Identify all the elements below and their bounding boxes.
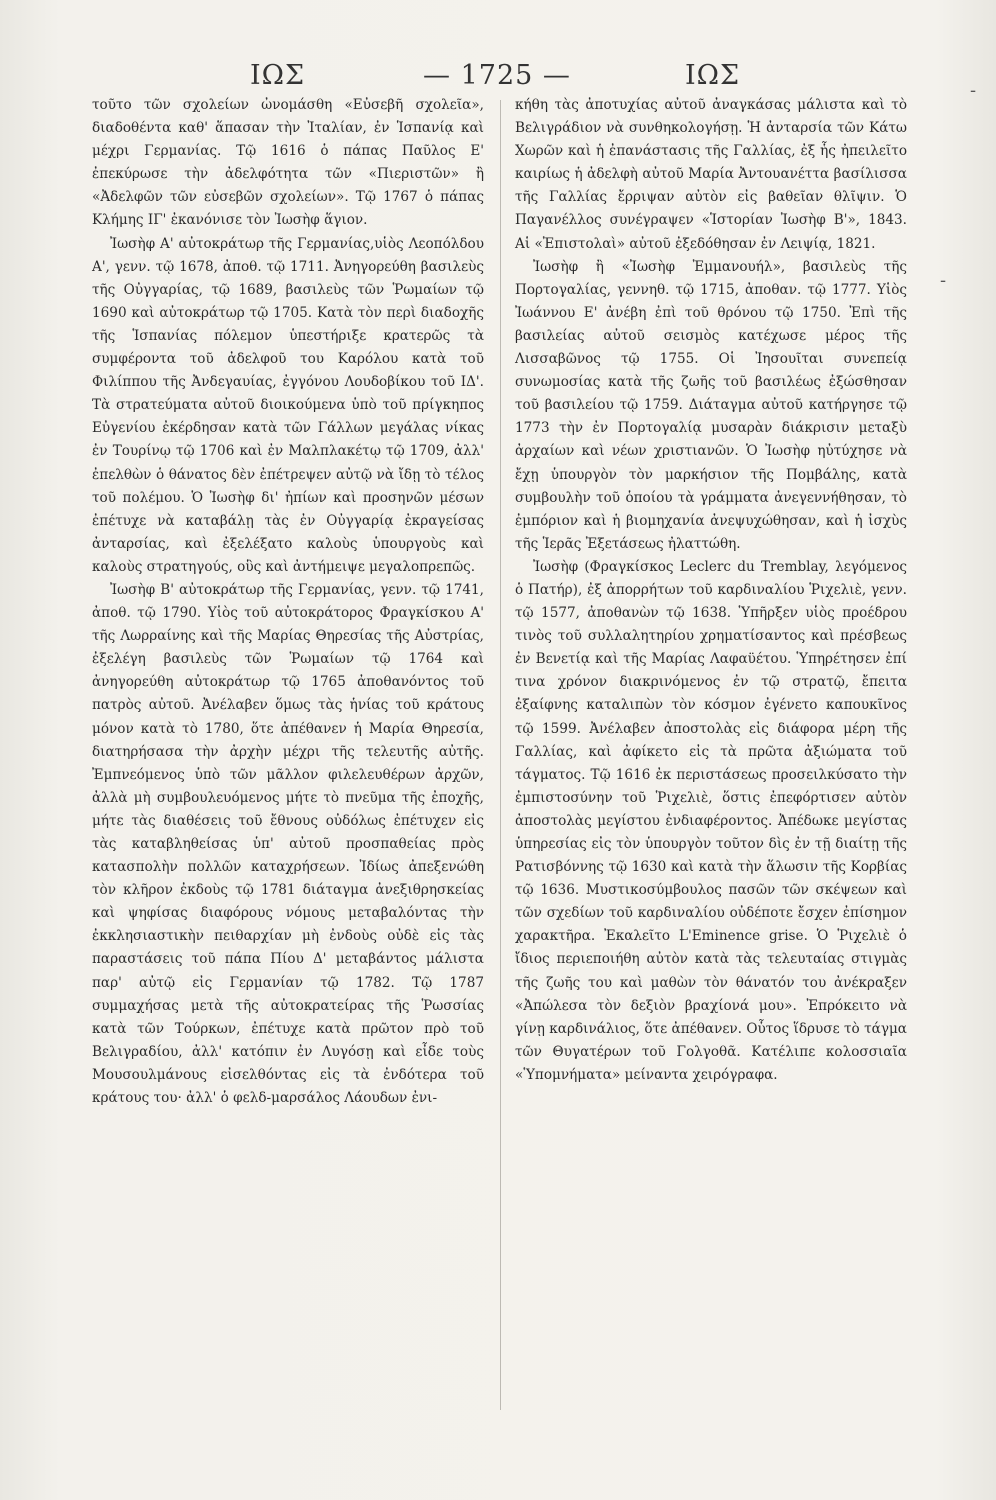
entry-joseph-i: Ἰωσὴφ Α' αὐτοκράτωρ τῆς Γερμανίας,υἱὸς Λεοπόλδου Α', γενν. τῷ 1678, ἀποθ. τῷ 1711. Ἀνηγορεύθη βασιλεὺς τῆς Οὐγγαρίας, τῷ 1689, βασιλεὺς τῶν Ῥωμαίων τῷ 1690 καὶ αὐτοκράτωρ τῷ 1705. Κατὰ τὸν περὶ διαδοχῆς τῆς Ἱσπανίας πόλεμον ὑπεστήριξε κρατερῶς τὰ συμφέροντα τοῦ ἀδελφοῦ του Καρόλου κατὰ τοῦ Φιλίππου τῆς Ἀνδεγαυίας, ἐγγόνου Λουδοβίκου τοῦ ΙΔ'. Τὰ στρατεύματα αὐτοῦ διοικούμενα ὑπὸ τοῦ πρίγκηπος Εὐγενίου ἐκέρδησαν κατὰ τῶν Γάλλων μεγάλας νίκας ἐν Τουρίνῳ τῷ 1706 καὶ ἐν Μαλπλακέτῳ τῷ 1709, ἀλλ' ἐπελθὼν ὁ θάνατος δὲν ἐπέτρεψεν αὐτῷ νὰ ἴδῃ τὸ τέλος τοῦ πολέμου. Ὁ Ἰωσὴφ δι' ἠπίων καὶ προσηνῶν μέσων ἐπέτυχε νὰ καταβάλῃ τὰς ἐν Οὐγγαρίᾳ ἐκραγείσας ἀνταρσίας, καὶ ἐξελέξατο καλοὺς ὑπουργοὺς καὶ καλοὺς στρατηγούς, οὓς καὶ ἀντήμειψε μεγαλοπρεπῶς.	[92, 235, 484, 575]
paragraph: τοῦτο τῶν σχολείων ὠνομάσθη «Εὐσεβῆ σχολεῖα», διαδοθέντα καθ' ἅπασαν τὴν Ἰταλίαν, ἐν Ἱσπανίᾳ καὶ μέχρι Γερμανίας. Τῷ 1616 ὁ πάπας Παῦλος Ε' ἐπεκύρωσε τὴν ἀδελφότητα τῶν «Πιεριστῶν» ἢ «Ἀδελφῶν τῶν εὐσεβῶν σχολείων». Τῷ 1767 ὁ πάπας Κλήμης ΙΓ' ἐκανόνισε τὸν Ἰωσὴφ ἅγιον.	[92, 97, 484, 229]
header-left-term: ΙΩΣ	[250, 60, 306, 91]
entry-joseph-ii: Ἰωσὴφ Β' αὐτοκράτωρ τῆς Γερμανίας, γενν. τῷ 1741, ἀποθ. τῷ 1790. Υἱὸς τοῦ αὐτοκράτορος Φραγκίσκου Α' τῆς Λωρραίνης καὶ τῆς Μαρίας Θηρεσίας τῆς Αὐστρίας, ἐξελέγη βασιλεὺς τῶν Ῥωμαίων τῷ 1764 καὶ ἀνηγορεύθη αὐτοκράτωρ τῷ 1765 ἀποθανόντος τοῦ πατρὸς αὐτοῦ. Ἀνέλαβεν ὅμως τὰς ἡνίας τοῦ κράτους μόνον κατὰ τὸ 1780, ὅτε ἀπέθανεν ἡ Μαρία Θηρεσία, διατηρήσασα τὴν ἀρχὴν μέχρι τῆς τελευτῆς αὐτῆς. Ἐμπνεόμενος ὑπὸ τῶν μᾶλλον φιλελευθέρων ἀρχῶν, ἀλλὰ μὴ συμβουλευόμενος μήτε τὸ πνεῦμα τῆς ἐποχῆς, μήτε τὰς διαθέσεις τοῦ ἔθνους οὐδόλως ἐπέτυχεν εἰς τὰς καταβληθείσας ὑπ' αὐτοῦ προσπαθείας πρὸς κατασπολὴν πολλῶν καταχρήσεων. Ἰδίως ἀπεξενώθη τὸν κλῆρον ἐκδοὺς τῷ 1781 διάταγμα ἀνεξιθρησκείας καὶ ψηφίσας διαφόρους νόμους μεταβαλόντας τὴν ἐκκλησιαστικὴν πειθαρχίαν μὴ ἐνδοὺς οὐδὲ εἰς τὰς παραστάσεις τοῦ πάπα Πίου Δ' μεταβάντος μάλιστα παρ' αὐτῷ εἰς Γερμανίαν τῷ 1782. Τῷ 1787 συμμαχήσας μετὰ τῆς αὐτοκρατείρας τῆς Ῥωσσίας κατὰ τῶν Τούρκων, ἐπέτυχε κατὰ πρῶτον πρὸ τοῦ Βελιγραδίου, ἀλλ' κατόπιν ἐν Λυγόσῃ καὶ εἶδε τοὺς Μουσουλμάνους εἰσελθόντας εἰς τὰ ἐνδότερα τοῦ κράτους του· ἀλλ' ὁ φελδ-μαρσάλος Λάουδων ἐνι-	[92, 581, 484, 1107]
margin-mark: -	[970, 80, 977, 101]
page-header	[90, 54, 920, 98]
margin-mark: -	[940, 270, 947, 291]
header-right-term: ΙΩΣ	[685, 60, 741, 91]
paragraph: κήθη τὰς ἀποτυχίας αὐτοῦ ἀναγκάσας μάλιστα καὶ τὸ Βελιγράδιον νὰ συνθηκολογήσῃ. Ἡ ἀνταρσία τῶν Κάτω Χωρῶν καὶ ἡ ἐπανάστασις τῆς Γαλλίας, ἐξ ἧς ἠπειλεῖτο καιρίως ἡ ἀδελφὴ αὐτοῦ Μαρία Ἀντουανέττα βασίλισσα τῆς Γαλλίας ἔρριψαν αὐτὸν εἰς βαθεῖαν θλῖψιν. Ὁ Παγανέλλος συνέγραψεν «Ἱστορίαν Ἰωσὴφ Β'», 1843. Αἱ «Ἐπιστολαὶ» αὐτοῦ ἐξεδόθησαν ἐν Λειψίᾳ, 1821.	[515, 97, 907, 252]
entry-joseph-portugal: Ἰωσὴφ ἢ «Ἰωσὴφ Ἐμμανουήλ», βασιλεὺς τῆς Πορτογαλίας, γεννηθ. τῷ 1715, ἀποθαν. τῷ 1777. Υἱὸς Ἰωάννου Ε' ἀνέβη ἐπὶ τοῦ θρόνου τῷ 1750. Ἐπὶ τῆς βασιλείας αὐτοῦ σεισμὸς κατέχωσε μέρος τῆς Λισσαβῶνος τῷ 1755. Οἱ Ἰησουῖται συνεπείᾳ συνωμοσίας κατὰ τῆς ζωῆς τοῦ βασιλέως ἐξώσθησαν τοῦ βασιλείου τῷ 1759. Διάταγμα αὐτοῦ κατήργησε τῷ 1773 τὴν ἐν Πορτογαλίᾳ μυσαρὰν διάκρισιν μεταξὺ ἀρχαίων καὶ νέων χριστιανῶν. Ὁ Ἰωσὴφ ηὐτύχησε νὰ ἔχῃ ὑπουργὸν τὸν μαρκήσιον τῆς Πομβάλης, κατὰ συμβουλὴν τοῦ ὁποίου τὰ γράμματα ἀνεγεννήθησαν, τὸ ἐμπόριον καὶ ἡ βιομηχανία ἀνεψυχώθησαν, καὶ ἡ ἰσχὺς τῆς Ἱερᾶς Ἐξετάσεως ἠλαττώθη.	[515, 258, 907, 552]
page-number: — 1725 —	[423, 60, 571, 91]
left-column	[92, 94, 484, 1110]
column-divider	[500, 100, 501, 1410]
right-column	[515, 94, 907, 1087]
entry-pere-joseph: Ἰωσὴφ (Φραγκίσκος Leclerc du Tremblay, λεγόμενος ὁ Πατήρ), ἐξ ἀπορρήτων τοῦ καρδιναλίου Ῥιχελιὲ, γενν. τῷ 1577, ἀποθανὼν τῷ 1638. Ὑπῆρξεν υἱὸς προέδρου τινὸς τοῦ συλλαλητηρίου χρηματίσαντος καὶ πρέσβεως ἐν Βενετίᾳ καὶ τῆς Μαρίας Λαφαϋέτου. Ὑπηρέτησεν ἐπί τινα χρόνον διακρινόμενος ἐν τῷ στρατῷ, ἔπειτα ἐξαίφνης καταλιπὼν τὸν κόσμον ἐγένετο καπουκῖνος τῷ 1599. Ἀνέλαβεν ἀποστολὰς εἰς διάφορα μέρη τῆς Γαλλίας, καὶ ἀφίκετο εἰς τὰ πρῶτα ἀξιώματα τοῦ τάγματος. Τῷ 1616 ἐκ περιστάσεως προσειλκύσατο τὴν ἐμπιστοσύνην τοῦ Ῥιχελιὲ, ὅστις ἐπεφόρτισεν αὐτὸν ἀποστολὰς μεγίστου ἐνδιαφέροντος. Ἀπέδωκε μεγίστας ὑπηρεσίας εἰς τὸν ὑπουργὸν τοῦτον δὶς ἐν τῇ διαίτῃ τῆς Ρατισβόννης τῷ 1630 καὶ κατὰ τὴν ἅλωσιν τῆς Κορβίας τῷ 1636. Μυστικοσύμβουλος πασῶν τῶν σκέψεων καὶ τῶν σχεδίων τοῦ καρδιναλίου οὐδέποτε ἔσχεν ἐπίσημον χαρακτῆρα. Ἐκαλεῖτο L'Eminence grise. Ὁ Ῥιχελιὲ ὁ ἴδιος περιεποιήθη αὐτὸν κατὰ τὰς τελευταίας στιγμὰς τῆς ζωῆς του καὶ μαθὼν τὸν θάνατόν του ἀνέκραξεν «Ἀπώλεσα τὸν δεξιὸν βραχίονά μου». Ἐπρόκειτο νὰ γίνῃ καρδινάλιος, ὅτε ἀπέθανεν. Οὗτος ἵδρυσε τὸ τάγμα τῶν Θυγατέρων τοῦ Γολγοθᾶ. Κατέλιπε κολοσσιαῖα «Ὑπομνήματα» μείναντα χειρόγραφα.	[515, 558, 907, 1083]
